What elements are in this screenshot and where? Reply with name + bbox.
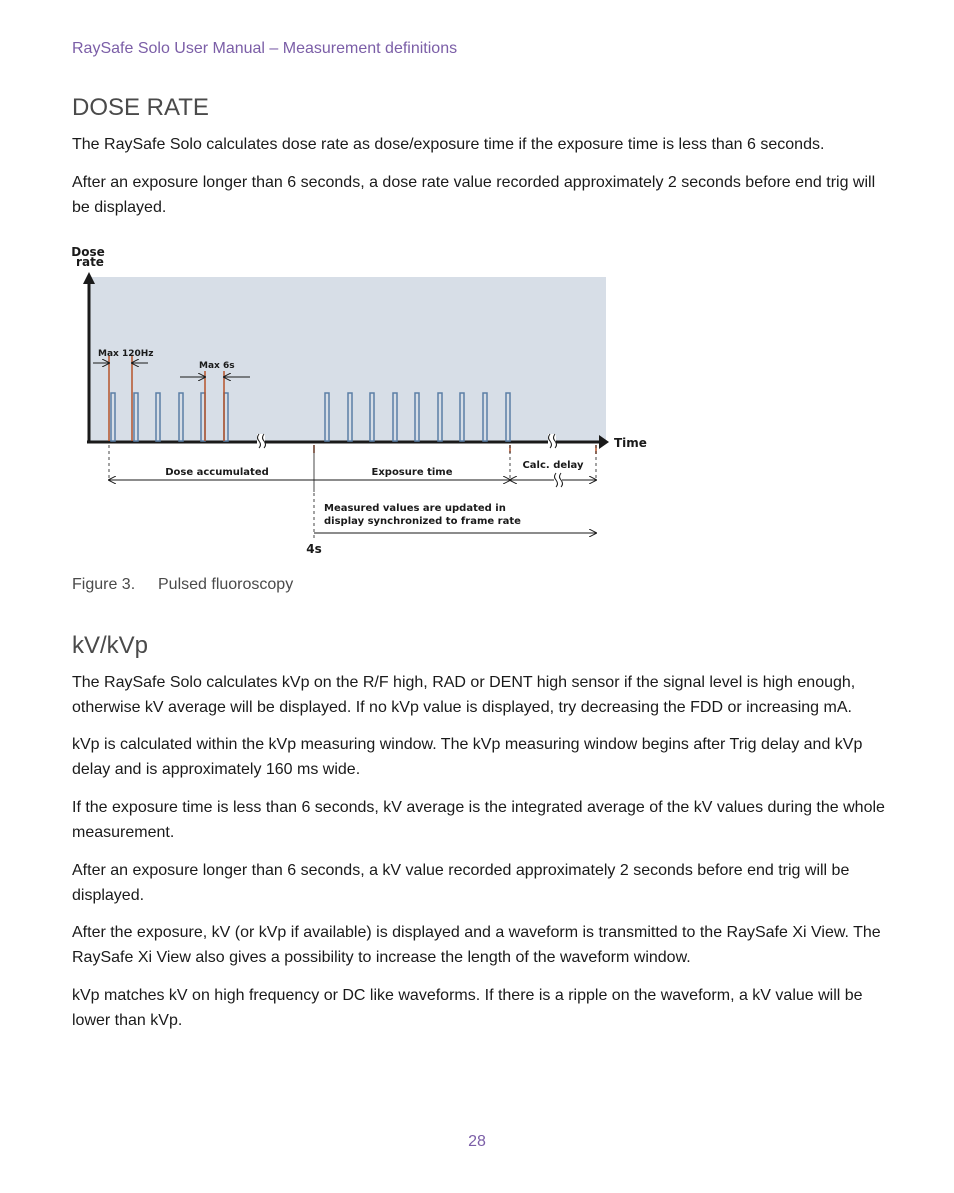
calc-delay-break [554, 473, 563, 487]
label-dose-accumulated: Dose accumulated [165, 467, 269, 478]
figure-caption [72, 576, 293, 594]
page-number: 28 [468, 1133, 486, 1150]
paragraph: The RaySafe Solo calculates kVp on the R/F high, RAD or DENT high sensor if the signal level is high enough, otherwise kV average will be displayed. If no kVp value is displayed, try decreasing the FDD or increasing mA. [72, 674, 856, 716]
paragraph: After the exposure, kV (or kVp if available) is displayed and a waveform is transmitted to the RaySafe Xi View. The RaySafe Xi View also gives a possibility to increase the length of the waveform window. [72, 924, 881, 966]
x-axis-label: Time [614, 436, 647, 450]
paragraph: The RaySafe Solo calculates dose rate as dose/exposure time if the exposure time is less than 6 seconds. [72, 136, 825, 153]
figure-caption-text: Pulsed fluoroscopy [158, 576, 294, 593]
paragraph: After an exposure longer than 6 seconds, a kV value recorded approximately 2 seconds before end trig will be displayed. [72, 862, 850, 904]
section-heading-dose-rate: DOSE RATE [72, 94, 209, 121]
label-exposure-time: Exposure time [371, 467, 453, 478]
paragraph: If the exposure time is less than 6 seconds, kV average is the integrated average of the kV values during the whole measurement. [72, 799, 885, 841]
paragraph: After an exposure longer than 6 seconds, a dose rate value recorded approximately 2 seconds before end trig will be displayed. [72, 174, 876, 216]
figure-number: Figure 3. [72, 576, 136, 593]
axis-break-2 [548, 434, 557, 448]
y-axis-label-line2: rate [76, 255, 104, 269]
label-measured-line1: Measured values are updated in [324, 503, 506, 514]
label-4s: 4s [306, 542, 322, 556]
page-header: RaySafe Solo User Manual – Measurement definitions [72, 40, 458, 57]
paragraph: kVp matches kV on high frequency or DC like waveforms. If there is a ripple on the waveform, a kV value will be lower than kVp. [72, 987, 863, 1029]
axis-break-1 [257, 434, 266, 448]
label-measured-line2: display synchronized to frame rate [324, 516, 521, 527]
pulsed-fluoroscopy-diagram [60, 238, 660, 563]
label-max-120hz: Max 120Hz [98, 349, 154, 359]
section-heading-kv: kV/kVp [72, 632, 149, 659]
y-axis-label-line1: Dose [71, 245, 105, 259]
label-calc-delay: Calc. delay [522, 460, 584, 471]
label-max-6s: Max 6s [199, 361, 235, 371]
paragraph: kVp is calculated within the kVp measuring window. The kVp measuring window begins after Trig delay and kVp delay and is approximately 160 ms wide. [72, 736, 863, 778]
